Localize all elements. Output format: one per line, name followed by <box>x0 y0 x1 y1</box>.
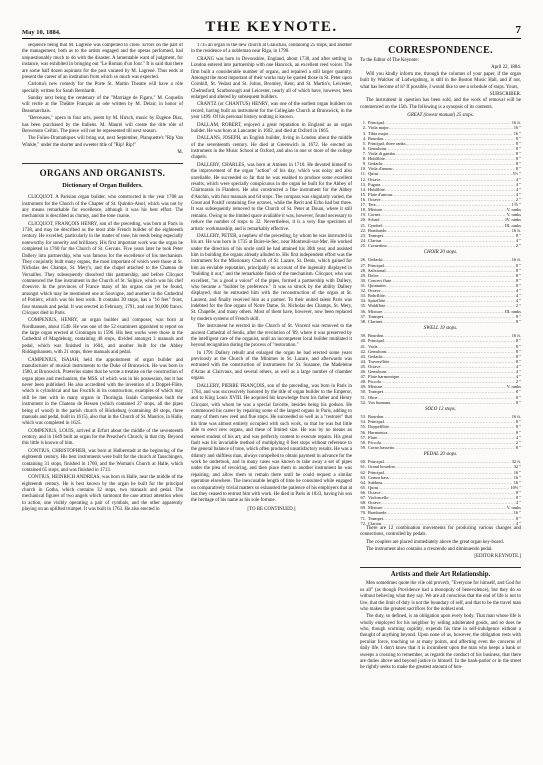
stop-pitch: 4 " <box>515 369 521 375</box>
stop-pitch: 8 " <box>515 161 521 167</box>
stop-number: 38. <box>360 318 366 324</box>
stop-number: 62. <box>360 469 366 475</box>
paragraph: "Berceuses," opera in four acts, poem by M. Hirsch, music by Eugène Diaz, has been purchased by the Italiens. M. Maurel will create the title rôle of Benvenuto Cellini. The piece will not be represented till next season. <box>22 116 183 134</box>
article-title: Artists and their Art Relationship. <box>360 567 521 580</box>
stop-number: 33. <box>360 293 366 299</box>
stop-name: Doppelflöte <box>368 424 389 430</box>
stop-name: Principal <box>368 338 384 344</box>
dictionary-entry: DALLERY, PETER, a nephew of the preceding, by whom he was instructed in his art. He was born in 1735 at Buire-le-Sec, near Montreuil-sur-Mer. He worked under the direction of his uncle until he had attained his 30th year, and assisted him in building the organs already alluded to. His first independent effort was the instrument for the Missionary Church of St. Lazare, St. Denis, which gained for him an enviable reputation, principally on account of the ingenuity displayed in "building it out," and the remarkable finish of the mechanism. Clicquot, who was excellent, "as a good a voicer" of the pipes, formed a partnership with Dallery, who became a "builder by preference." It was so struck by the ability Dallery displayed, that he entrusted him with the reconstruction of the organ at St. Laurent, and finally received him as a partner. To their united talent Paris was indebted for the fine organs of Notre Dame, St. Nicholas des Champs, St. Mery, St. Chapelle, and many others. Most of them have, however, now been replaced by modern systems of French skill. <box>191 233 352 322</box>
stop-pitch: 4 " <box>515 363 521 369</box>
stop-pitch: 4 " <box>515 374 521 380</box>
stop-name: Principal <box>368 419 384 425</box>
stop-name: Viola d'amour <box>368 166 393 172</box>
pedal-heading: PEDAL 20 stops. <box>423 451 458 457</box>
dictionary-entry: DALLERY, CHARLES, was born at Amiens in 1710. He devoted himself to the improvement of the organ "action" of his day, which was noisy and also unreliable. He succeeded so far that he was enabled to produce some excellent results, which were specially conspicuous in the organ he built for the Abbey of Clairmarais in Flanders. He also constructed a fine instrument for the Abbey d'Anchin, with four manuals and 64 stops. The compass was singularly varied, the Great and Positif containing five octaves, while the Recit and Echo had but three. It was subsequently removed to the Church of St. Peter at Douai, where it still remains. Owing to the limited space available it was, however, found necessary to reduce the number of stops to 32. Nevertheless, it is a very fine specimen of artistic workmanship, and is remarkably effective. <box>191 162 352 232</box>
stop-name: Bourdon <box>368 135 384 141</box>
stop-number: 47. <box>360 374 366 380</box>
dictionary-entry: CLICQUOT. A Parisian organ builder, who constructed in the year 1708 an instrument for the Church of the Chapter of St. Quintin-Aisel, which was not by any means remarkable for excellence, although it was his best effort. The mechanism is described as clumsy, and the tone coarse. <box>22 195 183 220</box>
stop-pitch: 8 " <box>515 166 521 172</box>
stop-pitch: 16 ft. <box>511 227 521 233</box>
stop-number: 4. <box>362 135 366 141</box>
stop-number: 49. <box>360 384 366 390</box>
stop-name: Gedackt <box>368 161 383 167</box>
stop-name: Flute <box>368 434 378 440</box>
pedal-stops <box>360 459 521 525</box>
stop-pitch: 10⅔ " <box>510 484 521 490</box>
stop-pitch: 16 " <box>513 510 521 516</box>
stop-pitch: 16 ft. <box>511 333 521 339</box>
stop-row <box>360 445 521 450</box>
stop-number: 58. <box>360 439 366 445</box>
paragraph: Carlotta's new comedy for the Porte St. Martin Theatre will have a rôle specially written for Sarah Bernhardt. <box>22 82 183 94</box>
stop-number: 31. <box>360 283 366 289</box>
stop-pitch: 8 " <box>515 343 521 349</box>
article-paragraph: The duty, so defined, is an obligation upon every body. That man whose life is wholly employed for his neighbor by selling adulterated goods, and so does he who, though scorning cupidity, expends his time in self-indulgence without a thought of anything beyond. Upon none of us, however, the obligation rests with peculiar force, touching us at many points, and affecting even the concerns of daily life. I don't know that it is incumbent upon the man who keeps a bank or sweeps a crossing to remember, as regards the conduct of his business, that there are duties above and beyond justice to himself. In the bank-parlor or in the street he rightly seeks to make the greatest amount of hon- <box>360 614 521 671</box>
stop-name: Cymbel <box>368 222 382 228</box>
stop-pitch: 4 " <box>515 237 521 243</box>
stop-pitch: 16 ft. <box>511 414 521 420</box>
dictionary-entry: COMPENIUS, LOUIS, arrived at Erfurt about the middle of the seventeenth century, and in 1649 built an organ for the Preacher's Church, in that city. Beyond this little is known of him. <box>22 428 183 447</box>
stop-number: 29. <box>360 272 366 278</box>
stop-name: Quint <box>368 484 379 490</box>
stop-name: Quint <box>368 171 379 177</box>
stop-number: 53. <box>360 414 366 420</box>
stop-name: Trumpet <box>368 232 383 238</box>
stop-name: Octave <box>368 500 381 506</box>
stop-name: Contra bass <box>368 474 389 480</box>
dictionary-entry: CRANTZ (or CHANTUS) HENRY, was one of the earliest organ builders on record, having built an instrument for the Collegiate Church at Brunswick, in the year 1499. Of his personal history nothing is known. <box>191 102 352 121</box>
stop-list <box>360 113 521 526</box>
stop-name: Gemshorn <box>368 369 387 375</box>
stop-pitch: III. ranks <box>504 308 521 314</box>
stop-name: Cornettino <box>368 243 387 248</box>
continued-notice: [TO BE CONTINUED.] <box>247 506 296 512</box>
stop-number: 52. <box>360 399 366 405</box>
page-header <box>22 14 521 39</box>
stop-name: Octave <box>368 363 381 369</box>
stop-name: Terz <box>368 202 376 208</box>
stop-pitch: 8 " <box>515 338 521 344</box>
correspondence-title: CORRESPONDENCE. <box>388 45 493 56</box>
dictionary-entries-continued <box>191 43 352 505</box>
stop-pitch: 4 " <box>515 181 521 187</box>
leader-dots <box>387 243 515 248</box>
letter-body <box>360 72 521 91</box>
stop-number: 40. <box>360 338 366 344</box>
stop-pitch: 32 " <box>513 464 521 470</box>
stop-number: 15. <box>360 191 366 197</box>
stop-name: Gedackt <box>368 257 383 263</box>
letter-paragraph: Will you kindly inform me, through the columns of your paper, if the organ built by Walcker of Ludwigsburg, is still in the Boston Music Hall, and if not, what has become of it? If possible, I would like to see a schedule of stops. Yours, <box>360 71 521 90</box>
paragraph: Sunday next being the centenary of the "Marriage de Figaro," M. Coquelin will recite at the Théâtre Français an ode written by M. Delair, in honor of Beaumarchais. <box>22 96 183 114</box>
stop-number: 26. <box>360 257 366 263</box>
leader-dots <box>382 319 515 324</box>
stop-pitch: 2 " <box>515 379 521 385</box>
stop-number: 41. <box>360 343 366 349</box>
dictionary-entry: DALLANS, JOSEPH, an English builder, living in London about the middle of the seventeenth century. He died at Greenwich in 1672. He erected an instrument in the Music School at Oxford, and also in one or more of the college chapels. <box>191 136 352 161</box>
stop-number: 7. <box>362 151 366 157</box>
stop-number: 36. <box>360 308 366 314</box>
stop-name: Vox humana <box>368 399 390 405</box>
stop-pitch: 8 " <box>515 489 521 495</box>
signature: M. <box>177 150 183 155</box>
stop-number: 9. <box>362 161 366 167</box>
column-2 <box>191 43 352 765</box>
dictionary-entry: CRANG was born in Devonshire, England, about 1730, and after settling in London entered into partnership with one Hancock, an excellent reed voicer. The firm built a considerable number of organs, and repaired a still larger quantity. Amongst the most important of their works may be quoted those in St. Peter upon Cornhill, St. Vedast and St. Johns, Bromley, Kent, and St. Martin's, Leicester, Chelmsford, Scarborough and Leicester, nearly all of which have, however, been enlarged and altered by subsequent builders. <box>191 56 352 100</box>
stop-pitch: 4 " <box>515 176 521 182</box>
stop-name: Clarion <box>368 520 382 526</box>
stop-number: 57. <box>360 434 366 440</box>
stop-name: Grand bourdon <box>368 464 395 470</box>
stop-name: Mixture <box>368 384 383 390</box>
stop-number: 68. <box>360 500 366 506</box>
stop-row <box>360 521 521 526</box>
stop-number: 64. <box>360 479 366 485</box>
stop-pitch: 4 " <box>515 293 521 299</box>
issue-date: May 10, 1884. <box>22 29 61 36</box>
stop-name: Principal, three ranks <box>368 140 406 146</box>
stop-number: 43. <box>360 353 366 359</box>
stop-number: 17. <box>360 202 366 208</box>
stop-name: Scharf <box>368 217 380 223</box>
stop-pitch: 4 " <box>515 298 521 304</box>
stop-name: Spitzflöte <box>368 298 386 304</box>
swell-heading: SWELL 19 stops. <box>423 325 458 331</box>
stop-pitch: 16 ft. <box>511 257 521 263</box>
stop-name: Flute harmonique <box>368 374 400 380</box>
stop-number: 18. <box>360 207 366 213</box>
stop-pitch: 8 " <box>515 156 521 162</box>
stop-number: 12. <box>360 176 366 182</box>
paragraph: sequence being that M. Lagrené was compelled to close. Errors on the part of the management, both as to the artists engaged and the operas performed, had unquestionably much to do with the disaster. A lamentable want of judgment, for instance, was exhibited in bringing out "Le Roman d'un Jour." It is said that there are some half dozen aspirants for the post vacated by M. Lagrené. Thus ends at present the career of an institution from which so much was expected. <box>22 43 183 80</box>
swell-stops <box>360 333 521 405</box>
stop-pitch: 8 " <box>515 135 521 141</box>
stop-number: 61. <box>360 464 366 470</box>
stop-pitch: 16 " <box>513 130 521 136</box>
stop-row <box>360 243 521 248</box>
stop-number: 59. <box>360 444 366 450</box>
stop-number: 6. <box>362 145 366 151</box>
stop-name: Principal <box>368 459 384 465</box>
stop-pitch: 8 " <box>515 419 521 425</box>
stop-name: Tibia major <box>368 130 389 136</box>
dictionary-entry: CAMPENIUS, ISAIAH, held the appointment of organ builder and manufacturer of musical instruments to the Duke of Brunswick. He was born in 1580, at Brunswick. Præterius states that he wrote a treatise on the construction of organ pipes and mechanism, the MSS. of which was in his possession, but it has never been published. He also accredited with the invention of a Doppel-Flöte, which is cylindrical and has Fructifs in its construction, examples of which may still be met with in many organs in Thuringia. Isaiah Compenius built the instrument in the Chateau de Hessen (which contained 27 stops, all the pipes being of wood) in the parish church of Bückeburg (containing 48 stops, three manuals and pedal, built in 1615), also that in the Church of St. Maurice, in Halle, which was completed in 1625. <box>22 357 183 427</box>
stop-number: 30. <box>360 277 366 283</box>
stop-pitch: 8 " <box>515 151 521 157</box>
section-title: ORGANS AND ORGANISTS. <box>22 163 183 180</box>
stop-name: Subbass <box>368 479 383 485</box>
stop-name: Harmonica <box>368 429 388 435</box>
stop-pitch: V. ranks <box>506 505 521 511</box>
stop-number: 72. <box>360 520 366 526</box>
stop-pitch: 4 " <box>515 191 521 197</box>
stop-number: 13. <box>360 181 366 187</box>
stop-pitch: 32 ft. <box>511 459 521 465</box>
dictionary-entry: The instrument he erected in the Church of St. Vincent was removed to the ancient Cathedral of Senlis, after the revolution of '89, where it was preserved by the intelligent care of the organist, until an incompetent local builder mutilated it beyond recognition during the process of "restoration." <box>191 324 352 349</box>
stop-pitch: 8 " <box>515 140 521 146</box>
dictionary-entry: DALLERY, PIERRE FRANÇOIS, son of the preceding, was born in Paris in 1764, and was successively honored by the title of organ builder to the Emperor, and to King Louis XVIII. He acquired his knowledge from his father and Henry Clicquot, with whom he was a special favorite, besides being his godson. He commenced his career by repairing some of the largest organs in Paris, adding to many of them new reed and flue stops. He succeeded so well as a "restorer" that his time was almost entirely occupied with such work, so that he was but little able to erect new organs, and these of limited size. He was by no means an earnest student of his art, and was perfectly content to execute repairs. His great fault was his invariable method of multiplying 8 feet stops without reference to the general balance of tone, which often produced unsatisfactory results. He was a dilatory and shiftless man, always compelled to obtain payment in advance for the work he undertook, and in many cases was known to take away a set of pipes under the plea of revoicing, and then place them in another instrument he was repairing, and allow them to remain there until he could request a similar operation elsewhere. The inexcusable length of time he consumed while engaged on comparatively trivial matters so exhausted the patience of his employers that at last they ceased to entrust him with work. He died in Paris in 1833, having his son the heritage of his name as his sole fortune. <box>191 383 352 504</box>
stop-pitch: 8 " <box>515 277 521 283</box>
dictionary-entry: CLICQUOT, FRANÇOIS HENRY, son of the preceding, was born at Paris in 1738, and may be described as the most able French builder of the eighteenth century. He excelled, particularly in the matter of tone, his reeds being especially noteworthy for sonority and brilliancy. His first important work was the organ he completed in 1760 for the Church of St. Gervais. Five years later he took Peter Dallery into partnership, who was famous for the excellence of his mechanism. They conjointly built many organs, the most important of which were those at St. Nicholas des Champs, St. Mery's, and the chapel attached to the Chateau de Versailles. They subsequently dissolved this partnership, and before Clicquot commenced the fine instrument in the Church of St. Sulpice, which was his chef d'oeuvre. In the provinces of France many of his organs can yet be found, amongst which may be mentioned one at Souvigne, and another in the Cathedral of Poitiers, which was his best work. It contains 30 stops, has a "16 feet" front, four manuals and pedal. It was erected in February, 1791, and cost 90,000 francs. Clicquot died in Paris. <box>22 221 183 316</box>
stop-pitch: 8 " <box>515 267 521 273</box>
stop-pitch: 8 " <box>515 262 521 268</box>
stop-number: 24. <box>360 237 366 243</box>
stop-pitch: 8 " <box>515 348 521 354</box>
leader-dots <box>381 521 515 526</box>
stop-name: Violoncello <box>368 495 389 501</box>
great-heading: GREAT (lowest manual) 25 stops. <box>407 113 474 118</box>
stop-pitch: 8 " <box>515 495 521 501</box>
stop-number: 50. <box>360 389 366 395</box>
stop-pitch: 8 " <box>515 283 521 289</box>
stop-name: Waldflöte <box>368 303 386 309</box>
dictionary-entries <box>22 195 183 513</box>
stop-pitch: 8 " <box>515 515 521 521</box>
stop-number: 8. <box>362 156 366 162</box>
stop-number: 2. <box>362 125 366 131</box>
solo-stops <box>360 414 521 450</box>
stop-name: Quintatön <box>368 283 386 289</box>
stop-number: 20. <box>360 217 366 223</box>
page-number: 7 <box>515 24 521 36</box>
stop-pitch: 4 " <box>515 288 521 294</box>
stop-number: 3. <box>362 130 366 136</box>
dictionary-entry: COMPENIUS, HENRY, an organ builder and composer, was born at Nordhausen, about 1540. He was one of the 52 examiners appointed to report on the large organ erected at Groningen in 1596. His best works were those in the Cathedral of Magdeburg, containing 48 stops, divided amongst 3 manuals and pedal, which was finished in 1604, and another built for the Abbey Riddagshausen, with 21 stops, three manuals and pedal. <box>22 318 183 356</box>
stop-row <box>360 400 521 405</box>
stop-name: Trumpet <box>368 515 383 521</box>
columns <box>22 43 521 765</box>
stop-name: Corno bassetto <box>368 444 395 450</box>
stop-name: Traversflöte <box>368 358 390 364</box>
stop-name: Dolce <box>368 272 379 278</box>
stop-number: 21. <box>360 222 366 228</box>
stop-name: Octave <box>368 176 381 182</box>
stop-number: 70. <box>360 510 366 516</box>
stop-number: 32. <box>360 288 366 294</box>
stop-name: Piccolo <box>368 379 382 385</box>
choir-heading: CHOIR 20 stops. <box>423 250 458 256</box>
article-paragraph: Men sometimes quote the vile old proverb, "Everyone for himself, and God for us all" (as though Providence had a monopoly of benevolence), but they do so without believing what they say. We are all conscious that the end of life is not to live, that the limit of duty is not the boundary of self, and that to be the travel man who makes the greatest sacrifices for the noblest end. <box>360 581 521 612</box>
reply-paragraph: The instrument in question has been sold, and the work of removal will be commenced on the 15th. The following is a synopsis of its contents. <box>360 98 521 110</box>
stop-pitch: 2 " <box>515 197 521 203</box>
stop-name: Concert flute <box>368 277 392 283</box>
dictionary-entry: In 1791 Dallery rebuilt and enlarged the organ he had erected some years previously at the Church of the Minimes in St. Lazare, and afterwards was entrusted with the construction of instruments for St. Susanne, the Madeleine d'Arras at Clairvaux, and several others, as well as a large number of chamber organs. <box>191 350 352 382</box>
to-editor: To the Editor of The Keynote: <box>360 58 419 63</box>
stop-name: Octave <box>368 489 381 495</box>
stop-name: Flute d'amour <box>368 191 393 197</box>
stop-number: 46. <box>360 369 366 375</box>
stop-name: Oboe <box>368 394 378 400</box>
stop-number: 44. <box>360 358 366 364</box>
stop-number: 48. <box>360 379 366 385</box>
subscriber-sig: SUBSCRIBER. <box>489 91 521 97</box>
article-body <box>360 581 521 671</box>
stop-name: Octave <box>368 197 381 203</box>
editor-signature: [EDITOR KEYNOTE.] <box>474 554 521 560</box>
section-subtitle: Dictionary of Organ Builders. <box>62 182 143 190</box>
stop-pitch: 16 " <box>513 125 521 131</box>
leader-dots <box>394 445 515 450</box>
stop-name: Piccolo <box>368 439 382 445</box>
stop-pitch: 8 " <box>515 232 521 238</box>
stop-name: Gemshorn <box>368 145 387 151</box>
masthead-title: THE KEYNOTE. <box>205 19 338 35</box>
stop-number: 42. <box>360 348 366 354</box>
stop-number: 71. <box>360 515 366 521</box>
stop-number: 37. <box>360 313 366 319</box>
stop-name: Octave <box>368 288 381 294</box>
stop-name: Bombarde <box>368 510 387 516</box>
stop-name: Gemshorn <box>368 348 387 354</box>
stop-pitch: 8 " <box>515 272 521 278</box>
stop-pitch: 8 " <box>515 145 521 151</box>
stop-name: Fugara <box>368 181 381 187</box>
stop-number: 60. <box>360 459 366 465</box>
editor-reply <box>360 98 521 111</box>
stop-name: Bourdon <box>368 414 384 420</box>
stop-name: Mixture <box>368 308 383 314</box>
stop-name: Clarion <box>368 237 382 243</box>
dictionary-entry: 1735 an organ in the new church at Glauchau, containing 25 stops, and another in the residence of a nobleman near Riga, in 1790. <box>191 43 352 55</box>
stop-pitch: 8 " <box>515 389 521 395</box>
stop-name: Viola di gamba <box>368 151 395 157</box>
stop-number: 63. <box>360 474 366 480</box>
stop-number: 5. <box>362 140 366 146</box>
solo-heading: SOLO 12 stops. <box>425 406 456 412</box>
stop-number: 23. <box>360 232 366 238</box>
stop-pitch: 8 " <box>515 358 521 364</box>
stop-name: Cornet <box>368 212 380 218</box>
stop-name: Trumpet <box>368 389 383 395</box>
note-paragraph: There are 12 combination movements for producing various changes and connections, controlled by pedals. <box>360 525 521 538</box>
great-stops <box>360 120 521 248</box>
stop-pitch: 8 " <box>515 353 521 359</box>
stop-pitch: V. ranks <box>506 384 521 390</box>
dictionary-entry: CONTIUS, HEINRICH ANDREAS, was born in Halle, near the middle of the eighteenth century. He is best known by the organ he built for the principal church in Gotha, which contains 32 stops, two manuals and pedal. The mechanical figures of two angels which surmount the case attract attention when in action, one visibly operating a pair of cymbals, and the other apparently playing on an uplifted trumpet. It was built in 1763. He also erected in <box>22 475 183 513</box>
stop-number: 28. <box>360 267 366 273</box>
stop-number: 27. <box>360 262 366 268</box>
dictionary-entry: DALLAM, ROBERT, enjoyed a great reputation in England as an organ builder. He was born at Lancaster in 1602, and died at Oxford in 1665. <box>191 122 352 134</box>
stop-pitch: IV. ranks <box>505 217 521 223</box>
stop-name: Hohlflöte <box>368 156 385 162</box>
stop-name: Viola <box>368 343 378 349</box>
stop-pitch: 8 " <box>515 424 521 430</box>
stop-number: 39. <box>360 333 366 339</box>
stop-name: Bombarde <box>368 227 387 233</box>
stop-pitch: 5⅓ " <box>512 171 521 177</box>
stop-name: Principal <box>368 262 384 268</box>
stop-pitch: 1⅗ " <box>511 202 521 208</box>
organ-notes <box>360 526 521 554</box>
stop-number: 25. <box>360 243 366 248</box>
column-1 <box>22 43 183 765</box>
stop-number: 56. <box>360 429 366 435</box>
stop-number: 19. <box>360 212 366 218</box>
paris-news <box>22 43 183 149</box>
stop-pitch: 4 " <box>515 434 521 440</box>
stop-number: 11. <box>360 171 366 177</box>
stop-pitch: 8 " <box>515 313 521 319</box>
stop-pitch: V. ranks <box>506 207 521 213</box>
letter-date: April 22, 1884. <box>491 65 521 71</box>
stop-number: 34. <box>360 298 366 304</box>
stop-pitch: 16 " <box>513 469 521 475</box>
stop-number: 65. <box>360 484 366 490</box>
stop-number: 22. <box>360 227 366 233</box>
stop-name: Trumpet <box>368 313 383 319</box>
stop-name: Mixture <box>368 207 383 213</box>
stop-number: 55. <box>360 424 366 430</box>
stop-pitch: 4 " <box>515 500 521 506</box>
stop-pitch: 2 " <box>515 439 521 445</box>
stop-number: 54. <box>360 419 366 425</box>
stop-name: Salicional <box>368 267 386 273</box>
stop-name: Hohlflöte <box>368 186 385 192</box>
stop-pitch: 16 ft. <box>511 120 521 126</box>
paragraph: The Folies-Dramatiques will bring out, next September, Planquette's "Rip Van Winkle," under the shorter and sweeter title of "Rip! Rip!" <box>22 136 183 148</box>
stop-number: 35. <box>360 303 366 309</box>
stop-pitch: 8 " <box>515 394 521 400</box>
leader-dots <box>390 400 515 405</box>
note-paragraph: The couplers are placed immediately above the great organ key-board. <box>366 539 504 545</box>
stop-number: 66. <box>360 489 366 495</box>
column-3 <box>360 43 521 765</box>
stop-name: Mixture <box>368 505 383 511</box>
stop-pitch: V. ranks <box>506 212 521 218</box>
stop-pitch: 4 " <box>515 520 521 526</box>
stop-name: Viola major <box>368 125 389 131</box>
stop-row <box>360 319 521 324</box>
stop-number: 45. <box>360 363 366 369</box>
stop-name: Rohrflöte <box>368 293 385 299</box>
stop-pitch: 8 " <box>515 444 521 450</box>
stop-number: 51. <box>360 394 366 400</box>
stop-number: 1. <box>362 120 366 126</box>
stop-name: Bourdon <box>368 333 384 339</box>
dictionary-entry: CONTIUS, CHRISTOPHER, was born at Halberstadt at the beginning of the eighteenth century. His best instruments were built for the church at Tauschingen, containing 31 stops, finished in 1700, and the Woman's Church at Halle, which contained 65 stops, and was finished in 1713. <box>22 448 183 473</box>
stop-name: Gedackt <box>368 353 383 359</box>
stop-number: 69. <box>360 505 366 511</box>
stop-number: 14. <box>360 186 366 192</box>
stop-number: 16. <box>360 197 366 203</box>
stop-pitch: 4 " <box>515 186 521 192</box>
stop-pitch: 8 " <box>515 318 521 324</box>
stop-pitch: 8 " <box>515 399 521 405</box>
stop-pitch: 2 " <box>515 243 521 248</box>
stop-pitch: 2 " <box>515 303 521 309</box>
note-paragraph: The instrument also contains a crescendo and diminuendo pedal. <box>366 546 493 552</box>
stop-number: 10. <box>360 166 366 172</box>
stop-name: Clarinet <box>368 318 383 324</box>
stop-pitch: 8 " <box>515 429 521 435</box>
stop-number: 67. <box>360 495 366 501</box>
stop-pitch: III. ranks <box>504 222 521 228</box>
stop-pitch: 16 " <box>513 474 521 480</box>
stop-name: Principal <box>368 469 384 475</box>
choir-stops <box>360 257 521 323</box>
stop-name: Principal <box>368 120 384 126</box>
stop-pitch: 16 " <box>513 479 521 485</box>
